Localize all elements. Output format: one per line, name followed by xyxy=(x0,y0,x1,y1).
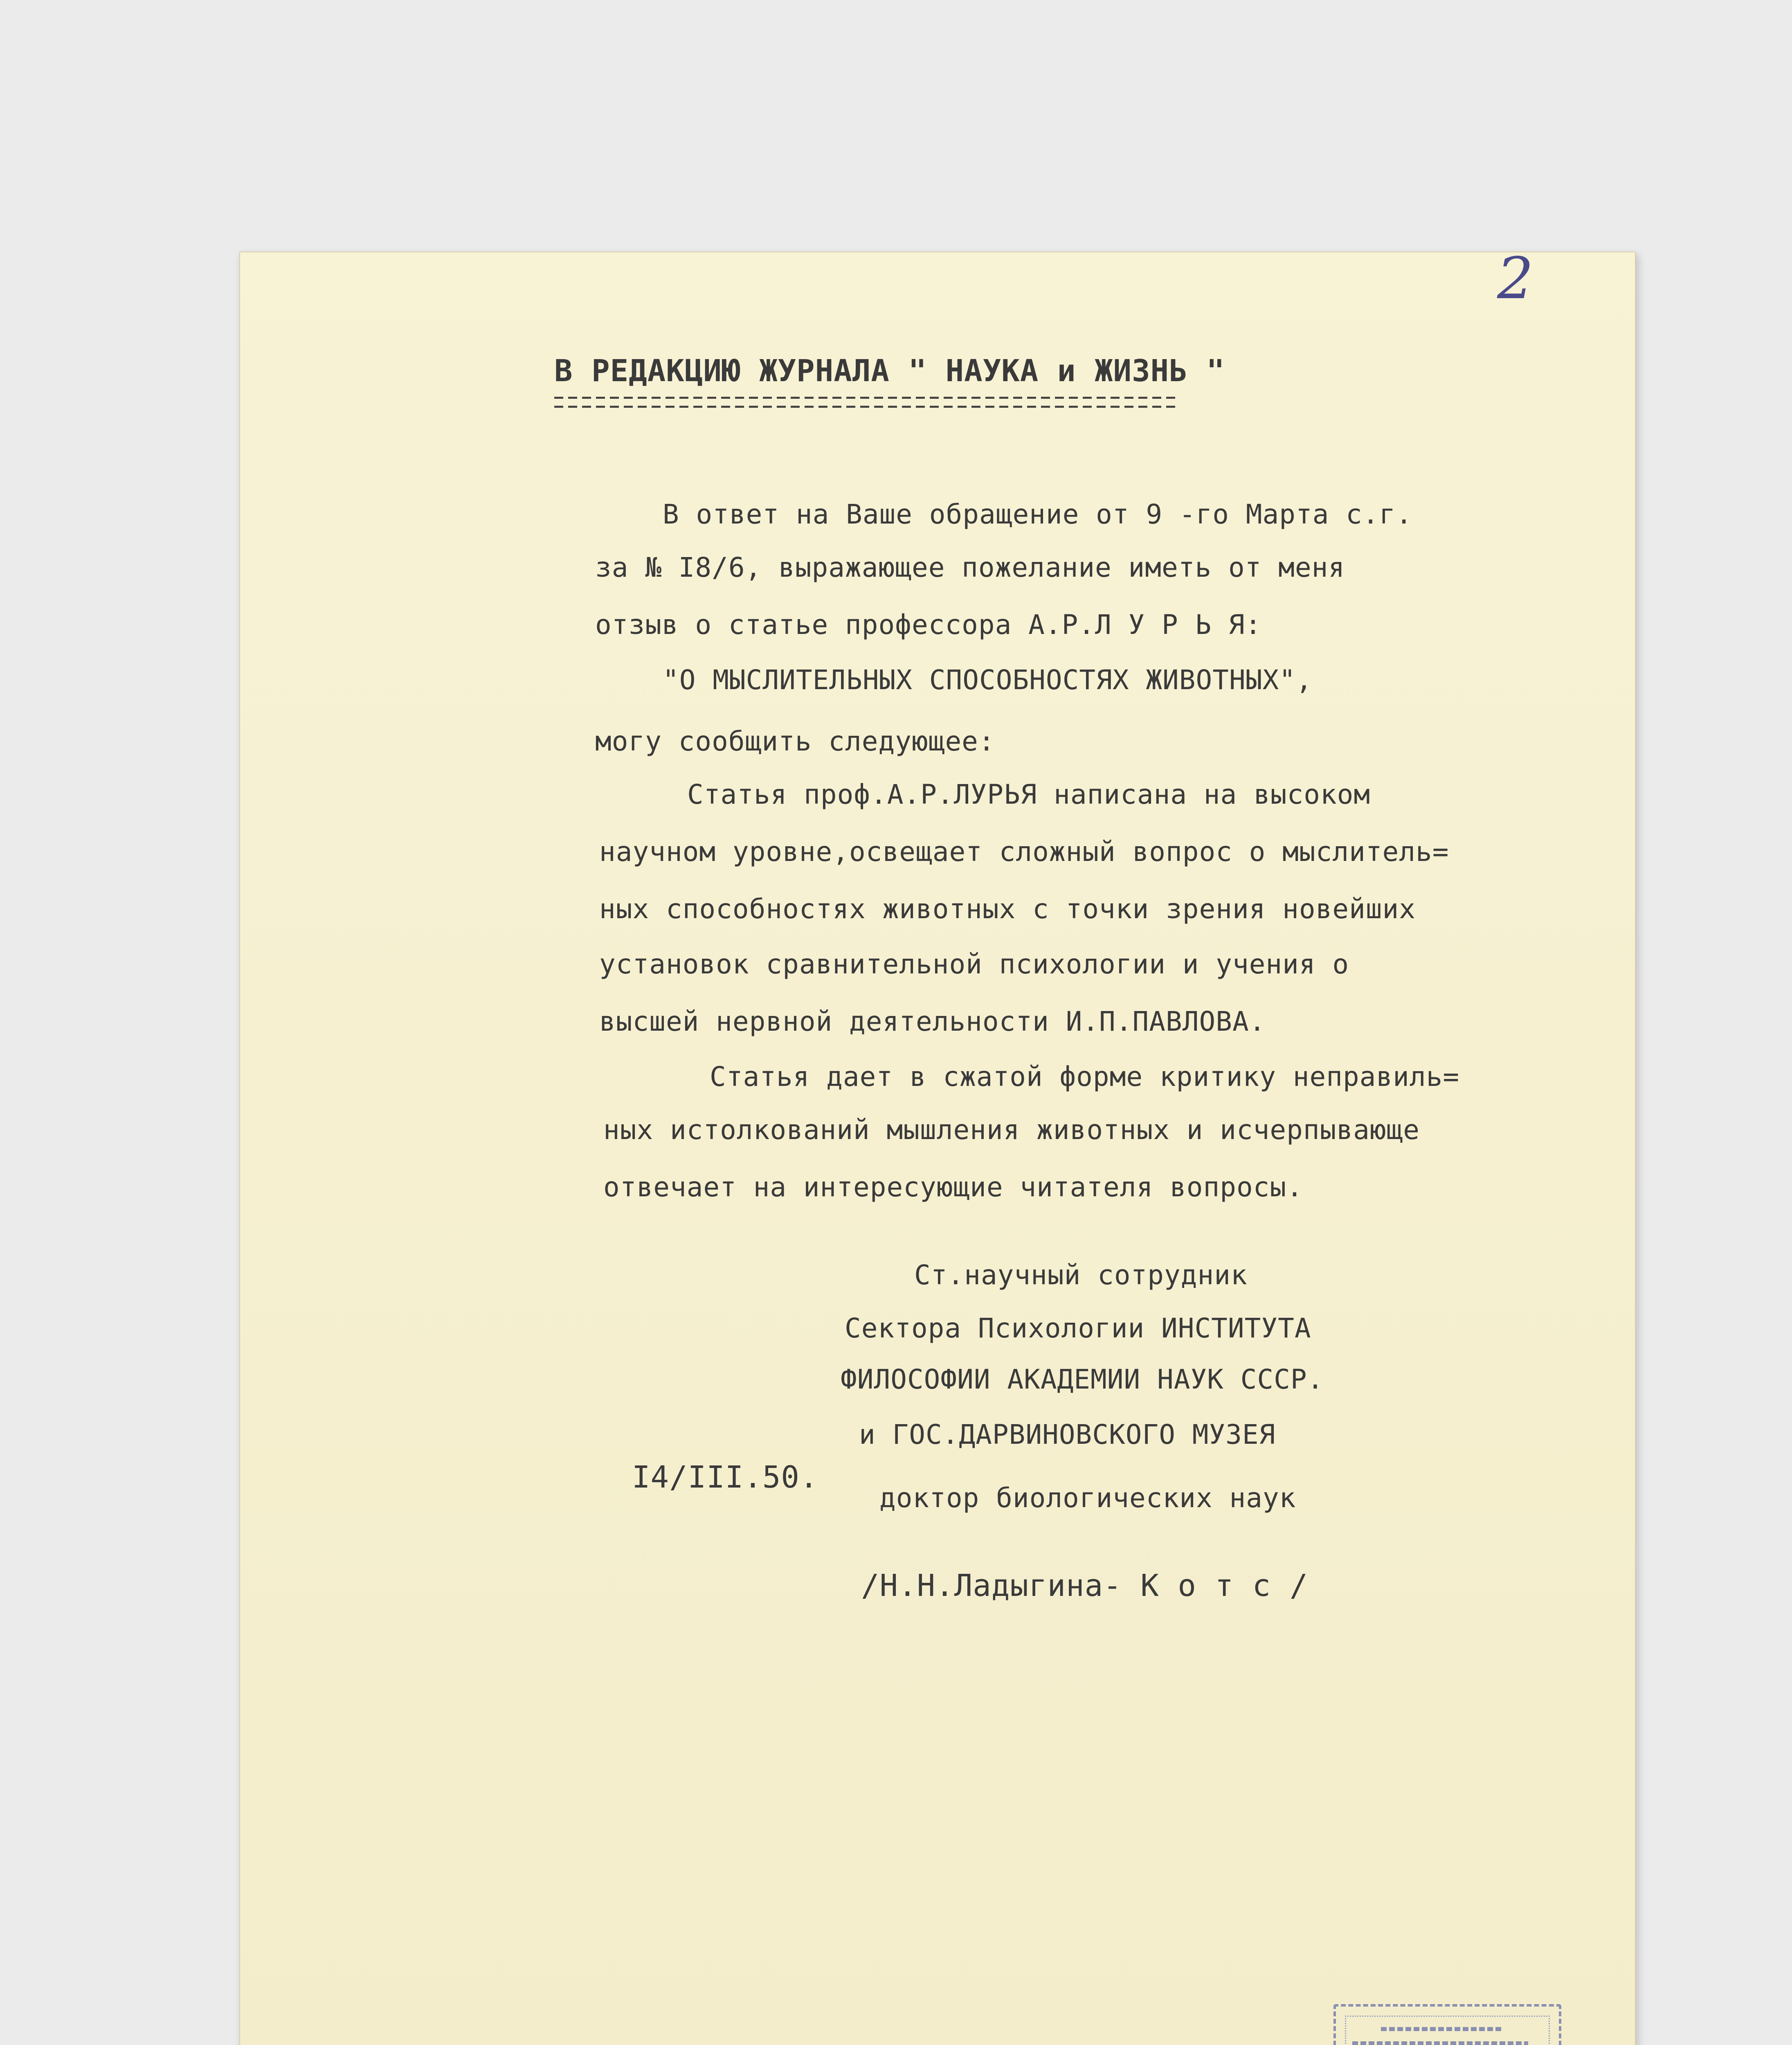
signature-line: доктор биологических наук xyxy=(879,1482,1296,1514)
body-line: отвечает на интересующие читателя вопросы. xyxy=(603,1171,1303,1203)
folio-number: 2 xyxy=(1497,245,1534,312)
body-line: научном уровне,освещает сложный вопрос о мыслитель= xyxy=(599,836,1449,867)
archive-stamp xyxy=(1333,2004,1561,2045)
body-line: за № I8/6, выражающее пожелание иметь от меня xyxy=(595,552,1345,583)
signatory-name: /Н.Н.Ладыгина- К о т с / xyxy=(861,1568,1309,1603)
body-line: Статья дает в сжатой форме критику неправиль= xyxy=(710,1061,1460,1092)
signature-line: Ст.научный сотрудник xyxy=(914,1259,1248,1291)
signature-line: и ГОС.ДАРВИНОВСКОГО МУЗЕЯ xyxy=(859,1419,1276,1450)
body-line: ных истолкований мышления животных и исчерпывающе xyxy=(603,1114,1420,1146)
body-line: отзыв о статье профессора А.Р.Л У Р Ь Я: xyxy=(595,609,1262,640)
heading-underline xyxy=(554,397,1176,399)
body-line: В ответ на Ваше обращение от 9 -го Марта с.г. xyxy=(663,499,1413,530)
body-line: установок сравнительной психологии и учения о xyxy=(599,948,1349,980)
body-line: Статья проф.А.Р.ЛУРЬЯ написана на высоком xyxy=(687,779,1371,810)
heading-underline xyxy=(554,406,1176,408)
signature-line: Сектора Психологии ИНСТИТУТА xyxy=(845,1312,1311,1344)
document-heading: В РЕДАКЦИЮ ЖУРНАЛА " НАУКА и ЖИЗНЬ " xyxy=(554,353,1225,389)
body-line: могу сообщить следующее: xyxy=(595,726,995,757)
body-line: высшей нервной деятельности И.П.ПАВЛОВА. xyxy=(599,1006,1266,1037)
signature-line: ФИЛОСОФИИ АКАДЕМИИ НАУК СССР. xyxy=(841,1364,1324,1395)
article-title: "О МЫСЛИТЕЛЬНЫХ СПОСОБНОСТЯХ ЖИВОТНЫХ", xyxy=(663,664,1313,696)
document-date: I4/III.50. xyxy=(632,1460,818,1495)
body-line: ных способностях животных с точки зрения новейших xyxy=(599,893,1416,925)
